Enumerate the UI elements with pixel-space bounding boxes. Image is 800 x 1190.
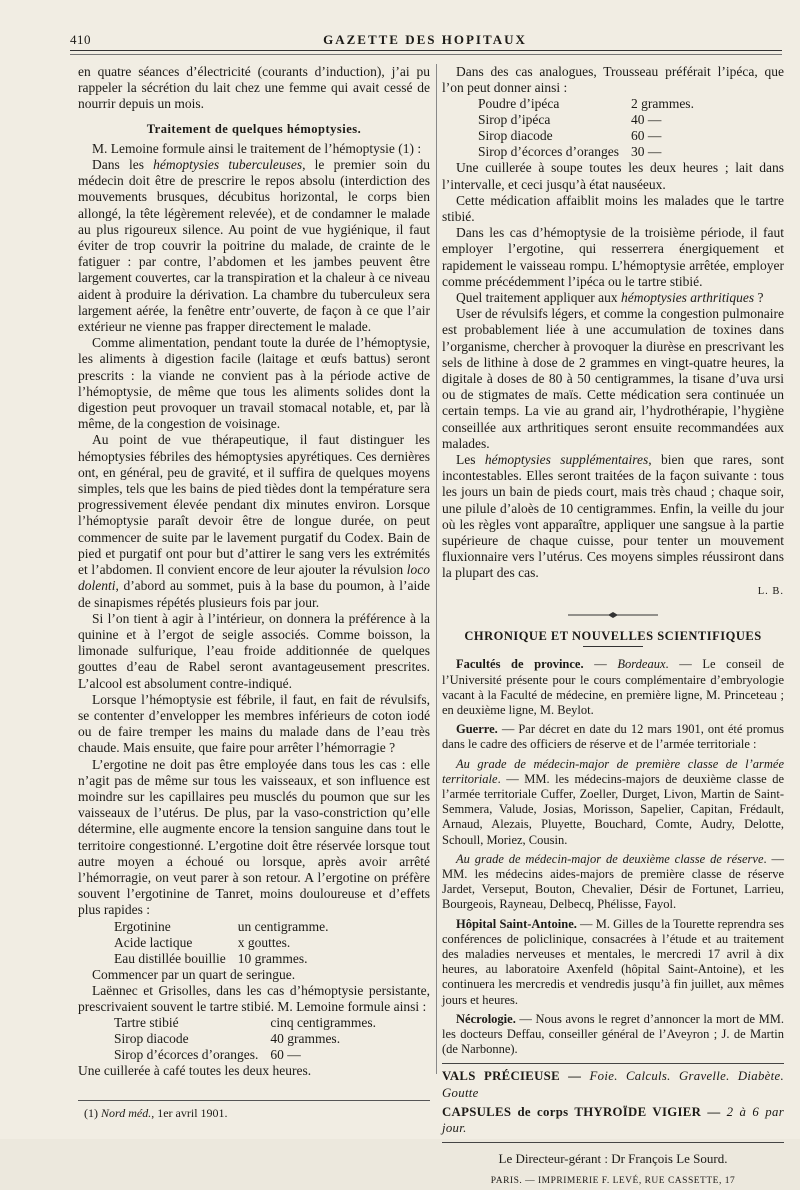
ornament-rule-icon xyxy=(568,612,658,618)
news-item xyxy=(442,657,784,718)
prescription-row xyxy=(114,951,328,967)
paragraph: Dans des cas analogues, Trousseau préférait l’ipéca, que l’on peut donner ainsi : xyxy=(442,64,784,96)
paragraph: User de révulsifs légers, et comme la congestion pulmonaire est probablement liée à une accumulation de toxines dans l’organisme, chercher à provoquer la diurèse en prescrivant les sels de lithine à dose de 2 grammes en vingt-quatre heures, la digitale à doses de 80 à 50 centigrammes, la tisane d’uva ursi ou de stigmates de maïs. Cette médication sera continuée un certain temps. La vie au grand air, l’hydrothérapie, l’hygiène conseillée aux arthritiques seront ensuite recommandées aux malades. xyxy=(442,306,784,451)
ingredient: Sirop diacode xyxy=(114,1031,189,1047)
text-run: , d’abord au sommet, puis à la base du poumon, à l’aide de sinapismes répétés plusieurs fois par jour. xyxy=(78,578,430,610)
paragraph: L’ergotine ne doit pas être employée dans tous les cas : elle n’agit pas de même sur tous les vaisseaux, et son influence est moindre sur les capillaires peu musclés du poumon que sur les vaisseaux de l’utérus. De plus, par la vaso-constriction qu’elle détermine, elle augmente encore la tension sanguine dans tout le territoire congestionné. L’ergotine doit être réservée lorsque tout autre moyen a échoué ou lorsque, après avoir arrêté l’hémorragie, on veut parer à son retour. A l’ergotine on préfère souvent l’ergotinine de Tanret, moins douloureuse et d’effets plus rapides : xyxy=(78,756,430,918)
quantity: 30 — xyxy=(630,144,662,160)
text-run: , bien que rares, sont incontestables. Elles seront traitées de la façon suivante : tous les jours un bain de pieds court, mais très chaud ; chaque soir, une pilule d’aloès de 10 centigrammes. Enfin, la veille du jour où les règles vont apparaître, appliquer une sangsue à la partie supérieure de chaque cuisse, pour tenter un mouvement fluxionnaire vers l’utérus. Ces moyens simples réussiront dans la plupart des cas. xyxy=(442,452,784,581)
paragraph: Laënnec et Grisolles, dans les cas d’hémoptysie persistante, prescrivaient souvent le tartre stibié. M. Lemoine formule ainsi : xyxy=(78,982,430,1014)
text-run: Dans les xyxy=(92,157,154,173)
quantity: 60 — xyxy=(270,1047,301,1063)
advert-rule xyxy=(442,1142,784,1143)
paragraph xyxy=(78,432,430,610)
italic-term: Nord méd. xyxy=(101,1106,152,1120)
paragraph: Dans les cas d’hémoptysie de la troisième période, il faut employer l’ergotine, qui resserrera énergiquement et rapidement le vaisseau rompu. L’hémoptysie arrêtée, employer comme précédemment l’ipéca ou le tartre stibié. xyxy=(442,225,784,289)
chronique-title: CHRONIQUE ET NOUVELLES SCIENTIFIQUES xyxy=(464,629,762,644)
signature: L. B. xyxy=(757,585,784,597)
quantity: 2 grammes. xyxy=(630,96,694,112)
ingredient: Tartre stibié xyxy=(114,1015,179,1031)
ingredient: Acide lactique xyxy=(114,934,193,950)
quantity: cinq centigrammes. xyxy=(270,1015,377,1031)
text-run: — Nous avons le regret d’annoncer la mort de MM. les docteurs Deffau, conseiller général de l’Aveyron ; J. de Martin (de Narbonne). xyxy=(442,1011,784,1057)
text-run: — xyxy=(583,657,618,672)
quantity: 10 grammes. xyxy=(237,950,308,966)
italic-term: loco dolenti xyxy=(78,562,430,594)
paragraph: Cette médication affaiblit moins les malades que le tartre stibié. xyxy=(442,192,784,225)
paragraph: M. Lemoine formule ainsi le traitement de l’hémoptysie (1) : xyxy=(92,140,422,156)
prescription-table xyxy=(114,919,328,967)
ingredient: Sirop d’écorces d’oranges xyxy=(478,144,619,160)
text-run: . — MM. les médecins aides-majors de première classe de réserve Jardet, Verseput, Bouton, Chevalier, Désir de Fortunet, Larrieu, Bourgeois, Rayneau, Delbecq, Phélisse, Fayol. xyxy=(442,851,784,912)
advert-vals xyxy=(442,1068,784,1100)
text-run: VALS PRÉCIEUSE — xyxy=(442,1069,590,1084)
news-item xyxy=(442,722,784,752)
quantity: x gouttes. xyxy=(237,934,291,950)
column-divider xyxy=(436,64,437,1074)
news-list xyxy=(442,657,784,1057)
prescription-row xyxy=(478,112,694,128)
quantity: 40 — xyxy=(630,112,662,128)
ingredient: Eau distillée bouillie xyxy=(114,950,226,966)
italic-term: hémoptysies tuberculeuses xyxy=(153,157,303,173)
paragraph: en quatre séances d’électricité (courants d’induction), j’ai pu rappeler la sécrétion du lait chez une femme qui avait cessé de nourrir depuis un mois. xyxy=(78,64,430,112)
text-run: CAPSULES de corps THYROÏDE VIGIER — xyxy=(442,1104,727,1119)
text-run: , 1er avril 1901. xyxy=(151,1106,228,1120)
news-heading: Facultés de province. xyxy=(456,657,584,672)
header-rule-secondary xyxy=(70,54,782,55)
ingredient: Sirop d’écorces d’oranges. xyxy=(114,1047,259,1063)
imprint-line: PARIS. — IMPRIMERIE F. LEVÉ, RUE CASSETTE, 17 xyxy=(490,1176,736,1187)
text-run: . — MM. les médecins-majors de deuxième classe de l’armée territoriale Cuffer, Zoeller, Durget, Livon, Martin de Saint-Semmera, Valude, Josias, Morisson, Sapelier, Capitan, Frédault, Arnaud, Alezais, Pluyette, Bouchard, Comte, Audry, Delotte, Schoull, Moriez, Cousin. xyxy=(442,771,784,847)
page-number: 410 xyxy=(70,32,91,47)
paragraph: Si l’on tient à agir à l’intérieur, on donnera la préférence à la quinine et à l’ergot de seigle associés. Comme boisson, la limonade sulfurique, l’eau froide additionnée de quelques gouttes d’eau de Rabel seront avantageusement prescrites. L’alcool est absolument contre-indiqué. xyxy=(78,610,430,691)
italic-term: Bordeaux xyxy=(617,657,666,672)
section-title: Traitement de quelques hémoptysies. xyxy=(146,121,362,136)
prescription-row xyxy=(478,144,694,160)
title-rule xyxy=(583,646,643,647)
text-run: Au point de vue thérapeutique, il faut distinguer les hémoptysies fébriles des hémoptysies apyrétiques. Ces dernières ont, en général, peu de gravité, et il suffira de quelques moyens simples, tels que les bains de pied tièdes dont la température sera progressivement élevée pendant dix minutes environ. Lorsque l’hémoptysie paraît devoir être de longue durée, on peut commencer de suite par le lavement purgatif du Codex. Bain de pied et purgatif ont pour but d’attirer le sang vers les extrémités et l’abdomen. Il convient encore de leur ajouter la révulsion xyxy=(78,432,430,578)
text-run: ? xyxy=(754,290,764,306)
prescription-row xyxy=(114,919,328,935)
footnote-rule xyxy=(78,1100,430,1101)
quantity: un centigramme. xyxy=(237,918,329,934)
header-rule xyxy=(70,50,782,51)
advert-capsules xyxy=(442,1104,784,1136)
italic-term: Foie. Calculs. Gravelle. Diabète. Goutte xyxy=(442,1069,784,1100)
text-run: , le premier soin du médecin doit être de prescrire le repos absolu (interdiction des mouvements brusques, décubitus horizontal, le corps bien allongé, la tête légèrement relevée), et de condamner le malade au plus rigoureux silence. Au point de vue hygiénique, il faut éviter de trop couvrir la poitrine du malade, de crainte de le fatiguer : par contre, l’abdomen et les jambes peuvent être largement couvertes, car la transpiration et la chaleur à ce niveau aident à produire la dérivation. La chambre du tuberculeux sera largement aérée, la fenêtre entr’ouverte, de façon à ce que l’air extérieur ne vienne pas frapper directement le malade. xyxy=(78,157,430,335)
paragraph xyxy=(442,290,784,306)
news-item xyxy=(442,757,784,848)
paragraph: Commencer par un quart de seringue. xyxy=(92,966,296,982)
text-run: . — Le conseil de l’Université présente pour le cours complémentaire d’embryologie vacant à la Faculté de médecine, en première ligne, M. Princeteau ; en deuxième ligne, M. Beylot. xyxy=(442,657,785,717)
paragraph: Lorsque l’hémoptysie est fébrile, il faut, en fait de révulsifs, se contenter d’envelopper les membres inférieurs de coton iodé ou de faire tremper les mains du malade dans de l’eau très chaude. Mais ensuite, que faire pour arrêter l’hémorragie ? xyxy=(78,691,430,756)
news-heading: Guerre. xyxy=(456,722,498,737)
journal-title: GAZETTE DES HOPITAUX xyxy=(323,32,527,47)
ornament-divider xyxy=(442,606,784,622)
text-run: — M. Gilles de la Tourette reprendra ses conférences de policlinique, consacrées à l’étude et au traitement des maladies nerveuses et mentales, le mercredi 17 avril à dix heures, au laboratoire Axenfeld (hôpital Saint-Antoine), et les continuera les mercredis et vendredis jusqu’à fin juillet, aux mêmes jours et heures. xyxy=(442,916,784,1007)
prescription-row xyxy=(114,935,328,951)
paragraph xyxy=(442,452,784,582)
prescription-table xyxy=(114,1015,376,1063)
news-item xyxy=(442,917,784,1008)
paragraph: Une cuillerée à café toutes les deux heures. xyxy=(78,1063,312,1079)
paragraph: Une cuillerée à soupe toutes les deux heures ; lait dans l’intervalle, et ceci jusqu’à état nauséeux. xyxy=(442,160,784,192)
news-heading: Hôpital Saint-Antoine. xyxy=(456,916,577,931)
ingredient: Ergotinine xyxy=(114,918,171,934)
italic-term: 2 à 6 par jour. xyxy=(442,1104,784,1135)
director-line: Le Directeur-gérant : Dr François Le Sourd. xyxy=(498,1151,728,1167)
quantity: 60 — xyxy=(630,128,662,144)
ingredient: Sirop diacode xyxy=(478,128,553,144)
italic-term: hémoptysies arthritiques xyxy=(620,290,755,306)
footnote xyxy=(84,1106,228,1121)
left-column xyxy=(78,64,430,1079)
italic-term: hémoptysies supplémentaires xyxy=(484,452,649,468)
text-run: (1) xyxy=(84,1106,101,1120)
prescription-row xyxy=(478,128,694,144)
text-run: — Par décret en date du 12 mars 1901, ont été promus dans le cadre des officiers de réserve et de l’armée territoriale : xyxy=(442,722,784,752)
right-column xyxy=(442,64,784,1190)
prescription-row xyxy=(114,1031,376,1047)
italic-term: Au grade de médecin-major de première classe de l’armée territoriale xyxy=(442,756,784,786)
ingredient: Sirop d’ipéca xyxy=(478,112,551,128)
quantity: 40 grammes. xyxy=(270,1031,341,1047)
text-run: Quel traitement appliquer aux xyxy=(456,290,621,306)
news-heading: Nécrologie. xyxy=(456,1011,516,1026)
text-run: Les xyxy=(456,452,485,468)
paragraph: Comme alimentation, pendant toute la durée de l’hémoptysie, les aliments à digestion facile (laitage et œufs battus) seront prescrits : la viande ne convient pas à la période active de l’hémoptysie, de même que tous les aliments solides dont la digestion peut provoquer un travail stomacal notable, et, par là même, de la congestion de voisinage. xyxy=(78,335,430,432)
italic-term: Au grade de médecin-major de deuxième classe de réserve xyxy=(456,851,764,866)
news-item xyxy=(442,1012,784,1058)
prescription-row xyxy=(114,1047,376,1063)
prescription-row xyxy=(478,96,694,112)
prescription-row xyxy=(114,1015,376,1031)
ingredient: Poudre d’ipéca xyxy=(478,96,560,112)
advert-rule xyxy=(442,1063,784,1064)
news-item xyxy=(442,852,784,913)
prescription-table xyxy=(478,96,694,160)
paragraph xyxy=(78,157,430,335)
page-header xyxy=(70,28,780,50)
